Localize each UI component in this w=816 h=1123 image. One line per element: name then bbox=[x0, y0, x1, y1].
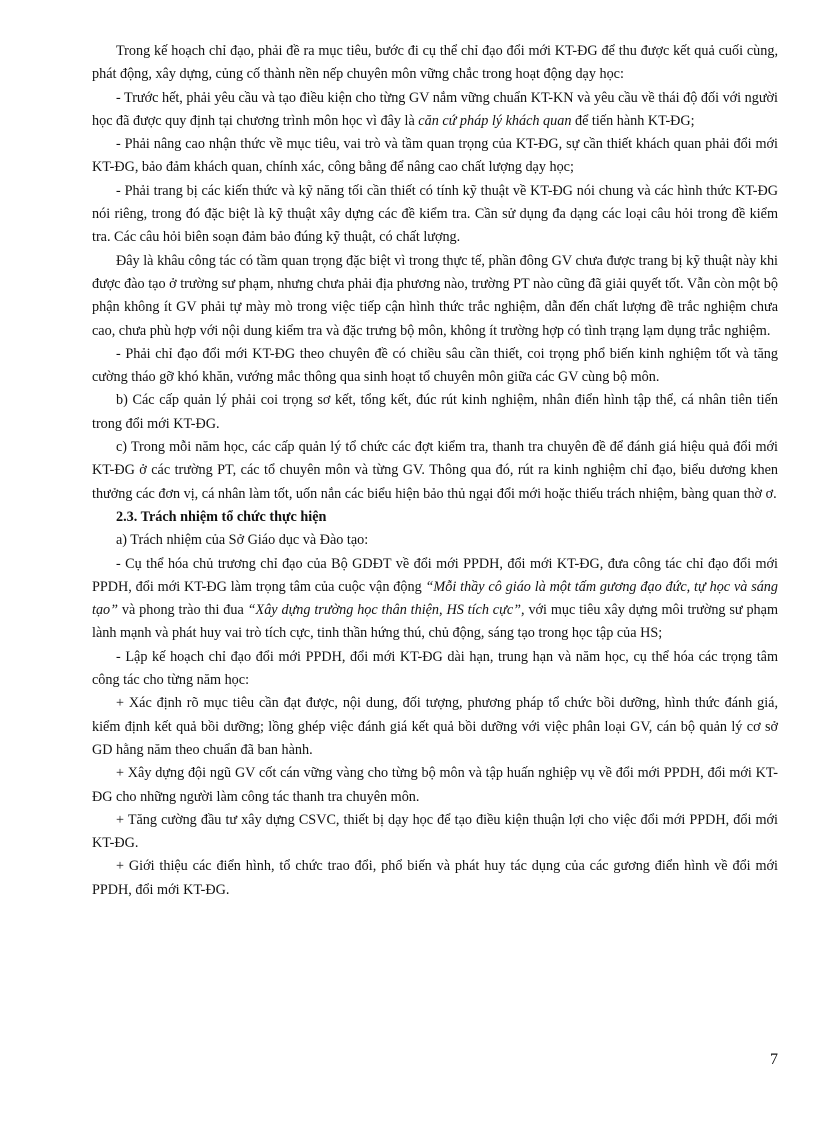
paragraph: + Xây dựng đội ngũ GV cốt cán vững vàng cho từng bộ môn và tập huấn nghiệp vụ về đổi mới PPDH, đổi mới KT-ĐG cho những người làm công tác thanh tra chuyên môn. bbox=[92, 765, 778, 805]
paragraph: a) Trách nhiệm của Sở Giáo dục và Đào tạo: bbox=[116, 532, 369, 549]
paragraph: - Lập kế hoạch chỉ đạo đổi mới PPDH, đổi mới KT-ĐG dài hạn, trung hạn và năm học, cụ thể hóa các trọng tâm công tác cho từng năm học: bbox=[92, 648, 778, 689]
italic-text: “Mỗi thầy cô giáo là một tấm gương đạo đức, tự học và sáng tạo” bbox=[92, 578, 778, 619]
italic-text: căn cứ pháp lý khách quan bbox=[418, 112, 572, 129]
paragraph: b) Các cấp quản lý phải coi trọng sơ kết, tổng kết, đúc rút kinh nghiệm, nhân điển hình tập thể, cá nhân tiên tiến trong đổi mới KT-ĐG. bbox=[92, 392, 778, 432]
paragraph: + Tăng cường đầu tư xây dựng CSVC, thiết bị dạy học để tạo điều kiện thuận lợi cho việc đổi mới PPDH, đổi mới KT-ĐG. bbox=[92, 811, 778, 852]
paragraph: Trong kế hoạch chỉ đạo, phải đề ra mục tiêu, bước đi cụ thể chỉ đạo đổi mới KT-ĐG để thu được kết quả cuối cùng, phát động, xây dựng, củng cố thành nền nếp chuyên môn vững chắc trong hoạt động dạy học: bbox=[92, 43, 778, 83]
page-number: 7 bbox=[770, 1051, 778, 1068]
paragraph: Đây là khâu công tác có tầm quan trọng đặc biệt vì trong thực tế, phần đông GV chưa được trang bị kỹ thuật này khi được đào tạo ở trường sư phạm, nhưng chưa phải địa phương nào, trường PT nào cũng đã giải quyết tốt. Vẫn còn một bộ phận không ít GV phải tự mày mò trong việc tiếp cận hình thức trắc nghiệm, dẫn đến chất lượng đề trắc nghiệm chưa cao, chưa phù hợp với nội dung kiểm tra và đặc trưng bộ môn, không ít trường hợp có tình trạng lạm dụng trắc nghiệm. bbox=[92, 252, 778, 339]
paragraph: + Giới thiệu các điển hình, tổ chức trao đổi, phổ biến và phát huy tác dụng của các gương điển hình về đổi mới PPDH, đổi mới KT-ĐG. bbox=[92, 858, 778, 898]
paragraph: - Phải chỉ đạo đổi mới KT-ĐG theo chuyên đề có chiều sâu cần thiết, coi trọng phổ biến kinh nghiệm tốt và tăng cường tháo gỡ khó khăn, vướng mắc thông qua sinh hoạt tổ chuyên môn giữa các GV cùng bộ môn. bbox=[92, 345, 778, 386]
paragraph: - Cụ thể hóa chủ trương chỉ đạo của Bộ GDĐT về đổi mới PPDH, đổi mới KT-ĐG, đưa công tác chỉ đạo đổi mới PPDH, đổi mới KT-ĐG làm trọng tâm của cuộc vận động “Mỗi thầy cô giáo là một tấm gương đạo đức, tự học và sáng tạo” và phong trào thi đua “Xây dựng trường học thân thiện, HS tích cực”, với mục tiêu xây dựng môi trường sư phạm lành mạnh và phát huy vai trò tích cực, tinh thần hứng thú, chủ động, sáng tạo trong học tập của HS; bbox=[92, 555, 778, 642]
paragraph: c) Trong mỗi năm học, các cấp quản lý tổ chức các đợt kiểm tra, thanh tra chuyên đề để đánh giá hiệu quả đổi mới KT-ĐG ở các trường PT, các tổ chuyên môn và từng GV. Thông qua đó, rút ra kinh nghiệm chỉ đạo, biểu dương khen thưởng các đơn vị, cá nhân làm tốt, uốn nắn các biểu hiện bảo thủ ngại đổi mới hoặc thiếu trách nhiệm, bàng quan thờ ơ. bbox=[92, 439, 778, 502]
paragraph: + Xác định rõ mục tiêu cần đạt được, nội dung, đối tượng, phương pháp tổ chức bồi dưỡng, hình thức đánh giá, kiểm định kết quả bồi dưỡng; lồng ghép việc đánh giá kết quả bồi dưỡng với việc phân loại GV, cán bộ quản lý cơ sở GD hằng năm theo chuẩn đã ban hành. bbox=[92, 695, 778, 758]
paragraph: - Trước hết, phải yêu cầu và tạo điều kiện cho từng GV nắm vững chuẩn KT-KN và yêu cầu về thái độ đối với người học đã được quy định tại chương trình môn học vì đây là căn cứ pháp lý khách quan để tiến hành KT-ĐG; bbox=[92, 89, 778, 129]
section-heading: 2.3. Trách nhiệm tổ chức thực hiện bbox=[116, 508, 327, 525]
italic-text: “Xây dựng trường học thân thiện, HS tích cực” bbox=[247, 602, 522, 619]
paragraph: - Phải nâng cao nhận thức về mục tiêu, vai trò và tầm quan trọng của KT-ĐG, sự cần thiết khách quan phải đổi mới KT-ĐG, bảo đảm khách quan, chính xác, công bằng để nâng cao chất lượng dạy học; bbox=[92, 136, 778, 176]
paragraph: - Phải trang bị các kiến thức và kỹ năng tối cần thiết có tính kỹ thuật về KT-ĐG nói chung và các hình thức KT-ĐG nói riêng, trong đó đặc biệt là kỹ thuật xây dựng các đề kiểm tra. Cần sử dụng đa dạng các loại câu hỏi trong đề kiểm tra. Các câu hỏi biên soạn đảm bảo đúng kỹ thuật, có chất lượng. bbox=[92, 182, 778, 246]
